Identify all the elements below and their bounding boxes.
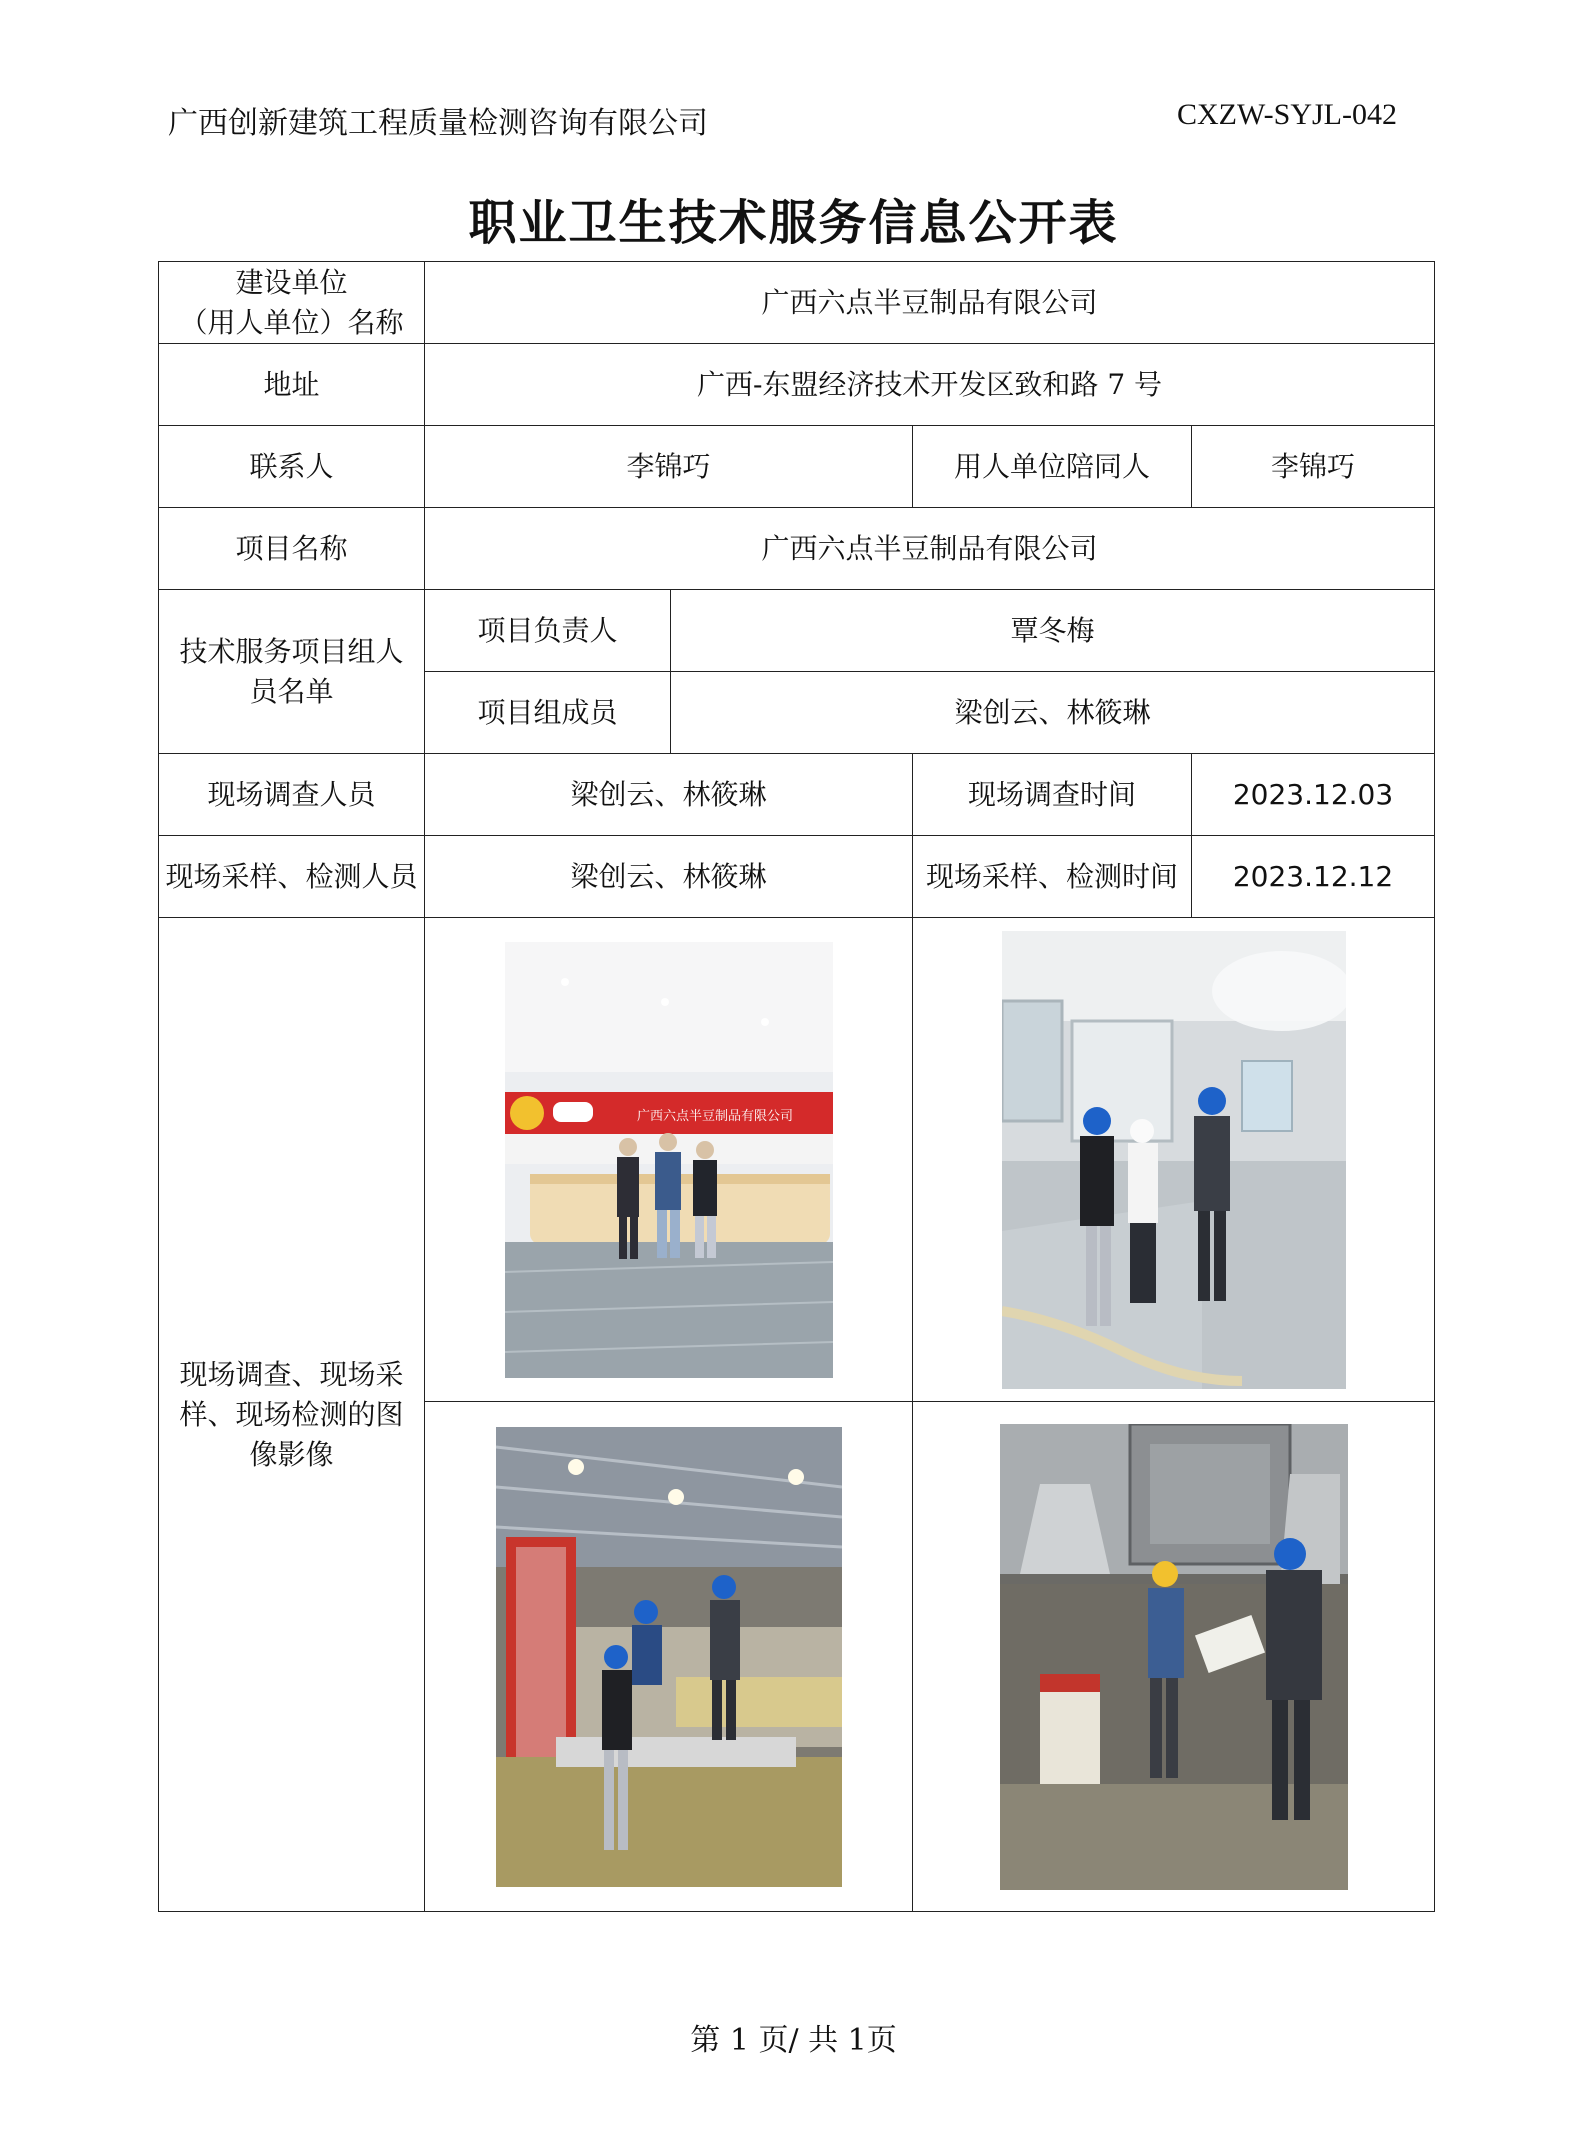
- sampling-staff-label: 现场采样、检测人员: [159, 836, 425, 918]
- project-value: 广西六点半豆制品有限公司: [425, 508, 1435, 590]
- images-label: 现场调查、现场采样、现场检测的图像影像: [159, 918, 425, 1912]
- sampling-time-value: 2023.12.12: [1192, 836, 1435, 918]
- row-photos-1: [159, 918, 1435, 1402]
- row-survey: [159, 754, 1435, 836]
- photo-production-line: [496, 1427, 842, 1887]
- unit-label: [159, 262, 425, 344]
- row-contact: [159, 426, 1435, 508]
- row-unit: [159, 262, 1435, 344]
- photo-cell-workshop-steam: [913, 918, 1435, 1402]
- survey-staff-label: 现场调查人员: [159, 754, 425, 836]
- address-value: 广西-东盟经济技术开发区致和路 7 号: [425, 344, 1435, 426]
- escort-value: 李锦巧: [1192, 426, 1435, 508]
- page-title: 职业卫生技术服务信息公开表: [468, 195, 1119, 251]
- unit-label-line1: 建设单位: [235, 265, 348, 299]
- photo-cell-reception: [425, 918, 913, 1402]
- photo-cell-machinery: [913, 1402, 1435, 1912]
- reception-sign-text: 广西六点半豆制品有限公司: [636, 1108, 793, 1124]
- unit-label-line2: （用人单位）名称: [179, 305, 404, 339]
- info-table: [158, 261, 1435, 1912]
- leader-value: 覃冬梅: [671, 590, 1435, 672]
- members-value: 梁创云、林筱琳: [671, 672, 1435, 754]
- row-sampling: [159, 836, 1435, 918]
- survey-time-value: 2023.12.03: [1192, 754, 1435, 836]
- survey-time-label: 现场调查时间: [913, 754, 1192, 836]
- photo-workshop-steam: [1002, 931, 1346, 1389]
- photo-machinery: [1000, 1424, 1348, 1890]
- document-code: CXZW-SYJL-042: [1177, 98, 1397, 131]
- members-label: 项目组成员: [425, 672, 671, 754]
- contact-value: 李锦巧: [425, 426, 913, 508]
- unit-value: 广西六点半豆制品有限公司: [425, 262, 1435, 344]
- row-leader: [159, 590, 1435, 672]
- project-label: 项目名称: [159, 508, 425, 590]
- leader-label: 项目负责人: [425, 590, 671, 672]
- sampling-time-label: 现场采样、检测时间: [913, 836, 1192, 918]
- row-project: [159, 508, 1435, 590]
- escort-label: 用人单位陪同人: [913, 426, 1192, 508]
- page-number: 第 1 页/ 共 1页: [690, 2023, 897, 2058]
- address-label: 地址: [159, 344, 425, 426]
- survey-staff-value: 梁创云、林筱琳: [425, 754, 913, 836]
- row-address: [159, 344, 1435, 426]
- sampling-staff-value: 梁创云、林筱琳: [425, 836, 913, 918]
- company-header: 广西创新建筑工程质量检测咨询有限公司: [168, 106, 708, 141]
- photo-reception: [505, 942, 833, 1378]
- team-label: 技术服务项目组人员名单: [159, 590, 425, 754]
- contact-label: 联系人: [159, 426, 425, 508]
- photo-cell-production-line: [425, 1402, 913, 1912]
